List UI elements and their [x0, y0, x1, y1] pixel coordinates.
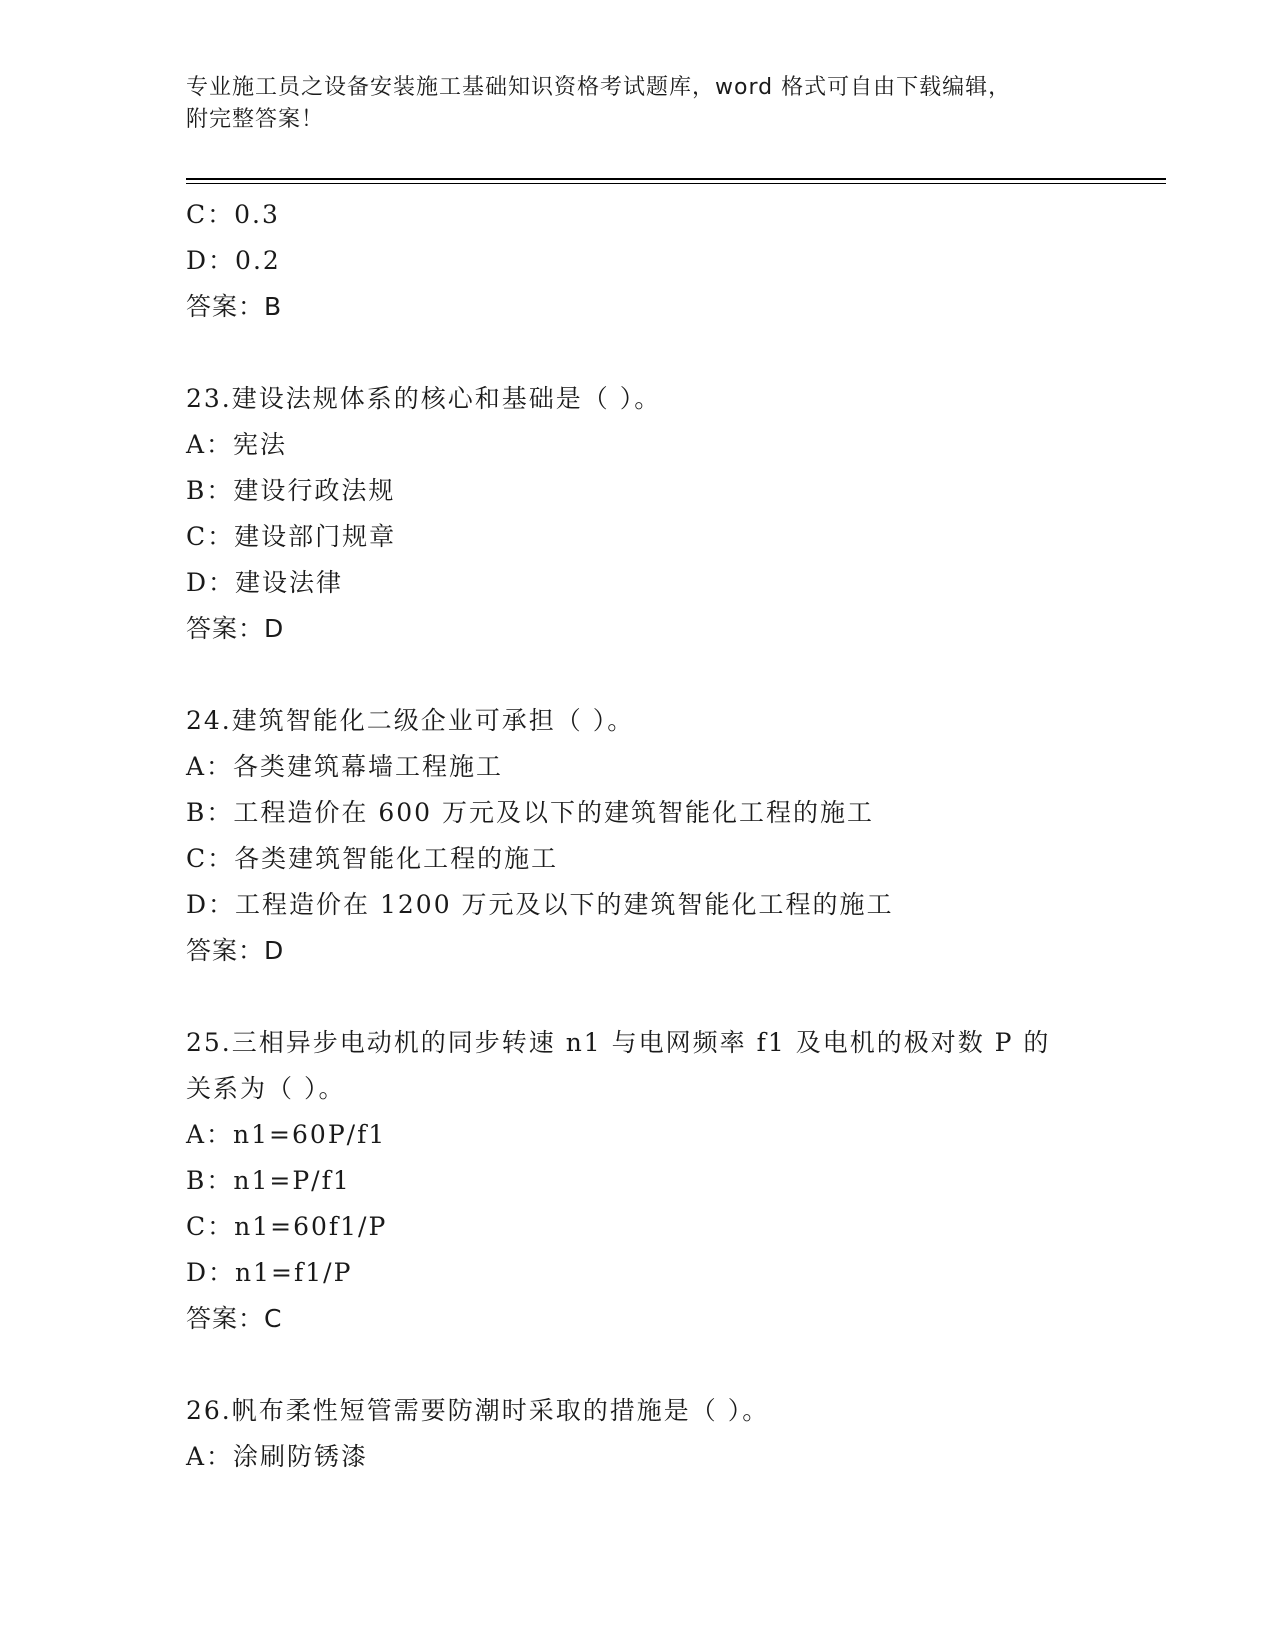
option-a: A：各类建筑幕墙工程施工 [186, 752, 504, 781]
question-stem-continued: 关系为（ ）。 [186, 1074, 346, 1103]
option-d: D：建设法律 [186, 568, 344, 597]
question-stem: 25.三相异步电动机的同步转速 n1 与电网频率 f1 及电机的极对数 P 的 [186, 1028, 1051, 1057]
spacer [186, 1342, 1166, 1388]
question-stem: 26.帆布柔性短管需要防潮时采取的措施是（ ）。 [186, 1396, 770, 1425]
question-stem: 24.建筑智能化二级企业可承担（ ）。 [186, 706, 635, 735]
spacer [186, 974, 1166, 1020]
option-c: C：建设部门规章 [186, 522, 397, 551]
header-divider [186, 178, 1166, 184]
option-a: A：n1=60P/f1 [186, 1120, 387, 1149]
option-d: D：n1=f1/P [186, 1258, 353, 1287]
answer-line: 答案：D [186, 936, 285, 965]
option-c: C：n1=60f1/P [186, 1212, 388, 1241]
answer-line: 答案：D [186, 614, 285, 643]
header-title-line-2: 附完整答案！ [186, 107, 325, 132]
question-list [186, 192, 1166, 1480]
option-c: C：0.3 [186, 200, 280, 229]
option-c: C：各类建筑智能化工程的施工 [186, 844, 559, 873]
option-b: B：建设行政法规 [186, 476, 396, 505]
option-d: D：工程造价在 1200 万元及以下的建筑智能化工程的施工 [186, 890, 894, 919]
option-a: A：涂刷防锈漆 [186, 1442, 369, 1471]
answer-line: 答案：C [186, 1304, 283, 1333]
answer-line: 答案：B [186, 292, 283, 321]
option-b: B：n1=P/f1 [186, 1166, 351, 1195]
option-d: D：0.2 [186, 246, 281, 275]
spacer [186, 652, 1166, 698]
question-stem: 23.建设法规体系的核心和基础是（ ）。 [186, 384, 662, 413]
header-title-line-1: 专业施工员之设备安装施工基础知识资格考试题库，word 格式可自由下载编辑， [186, 75, 1012, 100]
spacer [186, 330, 1166, 376]
option-a: A：宪法 [186, 430, 288, 459]
option-b: B：工程造价在 600 万元及以下的建筑智能化工程的施工 [186, 798, 874, 827]
page-header [186, 72, 1086, 136]
